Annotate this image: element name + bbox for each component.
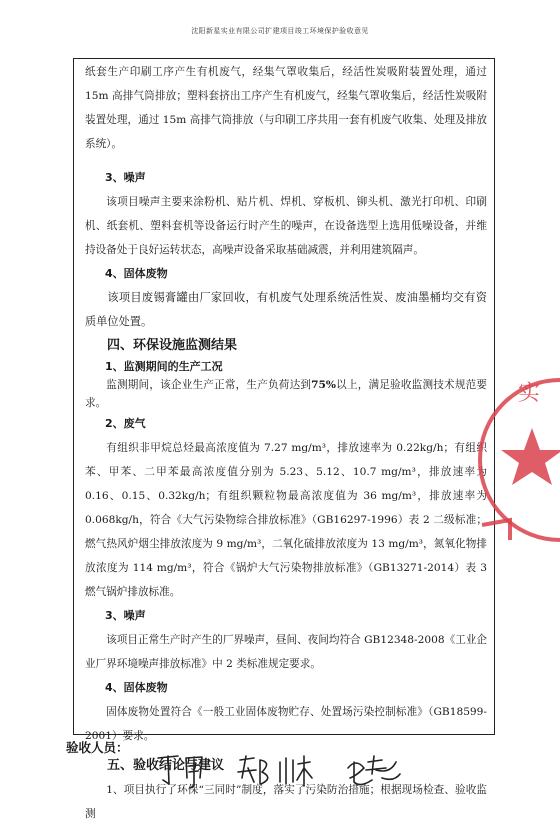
heading-waste-gas: 2、废气 (105, 417, 146, 430)
heading-section-5: 五、验收结论与建议 (107, 758, 225, 773)
paragraph-waste-gas: 有组织非甲烷总烃最高浓度值为 7.27 mg/m³，排放速率为 0.22kg/h；有组织苯、甲苯、二甲苯最高浓度值分别为 5.23、5.12、10.7 mg/m³，排放速率为 0.16、0.15、0.32kg/h；有组织颗粒物最高浓度值为 36 mg/m³，排放速率为 0.068kg/h，符合《大气污染物综合排放标准》（GB16297-1996）表 2 二级标准；燃气热风炉烟尘排放浓度为 9 mg/m³，二氧化硫排放浓度为 13 mg/m³，氮氧化物排放浓度为 114 mg/m³，符合《锅炉大气污染物排放标准》（GB13271-2014）表 3 燃气锅炉排放标准。 (85, 442, 487, 598)
paragraph-continuation: 纸套生产印刷工序产生有机废气，经集气罩收集后，经活性炭吸附装置处理，通过 15m 高排气筒排放；塑料套挤出工序产生有机废气，经集气罩收集后，经活性炭吸附装置处理，通过 15m 高排气筒排放（与印刷工序共用一套有机废气收集、处理及排放系统）。 (85, 66, 487, 150)
heading-solid-waste-1: 4、固体废物 (105, 267, 168, 280)
paragraph-production-condition: 监测期间，该企业生产正常，生产负荷达到75%以上，满足验收监测技术规范要求。 (85, 379, 487, 409)
heading-noise-2: 3、噪声 (105, 609, 146, 622)
paragraph-noise-2: 该项目正常生产时产生的厂界噪声，昼间、夜间均符合 GB12348-2008《工业企业厂界环境噪声排放标准》中 2 类标准规定要求。 (85, 634, 487, 670)
document-body (85, 60, 487, 826)
paragraph-solid-waste-2: 固体废物处置符合《一般工业固体废物贮存、处置场污染控制标准》（GB18599- 2001）要求。 (85, 706, 487, 742)
heading-section-4: 四、环保设施监测结果 (107, 338, 238, 353)
heading-production-condition: 1、监测期间的生产工况 (105, 360, 223, 373)
paragraph-solid-waste-1: 该项目废锡膏罐由厂家回收，有机废气处理系统活性炭、废油墨桶均交有资质单位处置。 (85, 291, 487, 328)
paragraph-noise-1: 该项目噪声主要来涂粉机、贴片机、焊机、穿板机、铆头机、激光打印机、印刷机、纸套机、塑料套机等设备运行时产生的噪声，在设备选型上选用低噪设备，并维持设备处于良好运转状态，高噪声设备采取基础减震，并利用建筑隔声。 (85, 196, 487, 256)
official-seal (470, 370, 560, 550)
heading-noise-1: 3、噪声 (105, 171, 146, 184)
paragraph-conclusion: 1、项目执行了环保“三同时”制度，落实了污染防治措施；根据现场检查、验收监测 (85, 784, 487, 820)
seal-star-icon (501, 428, 560, 485)
seal-character: 实 (518, 381, 541, 406)
acceptance-personnel-label: 验收人员： (66, 740, 129, 755)
handwritten-signatures (150, 748, 450, 793)
heading-solid-waste-2: 4、固体废物 (105, 681, 168, 694)
page-header: 沈阳新星实业有限公司扩建项目竣工环境保护验收意见 (191, 27, 369, 35)
